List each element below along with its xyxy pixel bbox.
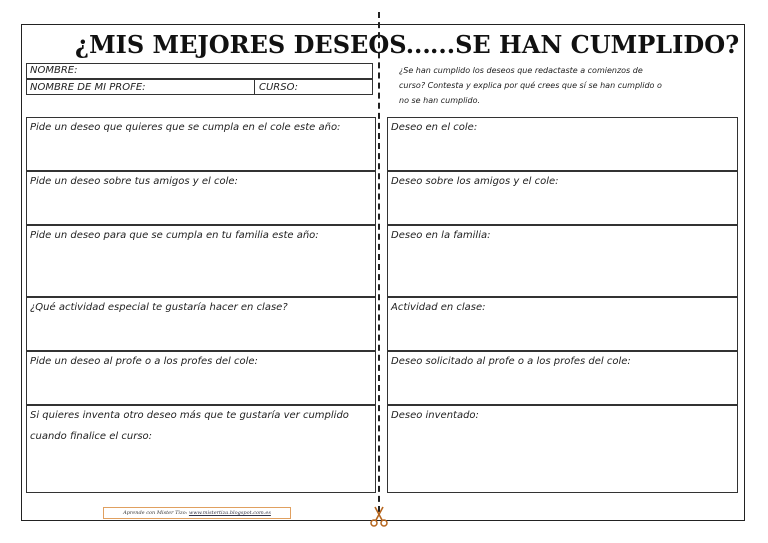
answer-3: Deseo en la familia: — [391, 230, 491, 241]
cut-line — [378, 12, 380, 512]
intro-line-3: no se han cumplido. — [399, 96, 481, 105]
intro-line-2: curso? Contesta y explica por qué crees que sí se han cumplido o — [399, 81, 662, 90]
scissors-icon — [369, 505, 389, 527]
left-title: ¿MIS MEJORES DESEOS... — [75, 30, 431, 59]
teacher-label: NOMBRE DE MI PROFE: — [30, 82, 146, 93]
footer-credit — [103, 507, 291, 519]
name-field[interactable] — [26, 63, 373, 79]
answer-4: Actividad en clase: — [391, 302, 486, 313]
right-title: ...SE HAN CUMPLIDO? — [430, 30, 740, 59]
question-3: Pide un deseo para que se cumpla en tu familia este año: — [30, 230, 319, 241]
name-label: NOMBRE: — [30, 65, 78, 76]
question-6: Si quieres inventa otro deseo más que te gustaría ver cumplido cuando finalice el curso: — [30, 410, 349, 442]
course-label: CURSO: — [259, 82, 299, 93]
question-4: ¿Qué actividad especial te gustaría hacer en clase? — [30, 302, 288, 313]
question-1: Pide un deseo que quieres que se cumpla en el cole este año: — [30, 122, 341, 133]
intro-line-1: ¿Se han cumplido los deseos que redactaste a comienzos de — [399, 66, 643, 75]
answer-2: Deseo sobre los amigos y el cole: — [391, 176, 559, 187]
question-5: Pide un deseo al profe o a los profes del cole: — [30, 356, 258, 367]
footer-prefix: Aprende con Mister Tizo: — [123, 510, 188, 516]
answer-6: Deseo inventado: — [391, 410, 479, 421]
row-divider — [254, 79, 255, 95]
question-2: Pide un deseo sobre tus amigos y el cole: — [30, 176, 238, 187]
answer-5: Deseo solicitado al profe o a los profes del cole: — [391, 356, 631, 367]
answer-1: Deseo en el cole: — [391, 122, 478, 133]
footer-link[interactable]: www.mistertiza.blogspot.com.es — [188, 510, 271, 516]
